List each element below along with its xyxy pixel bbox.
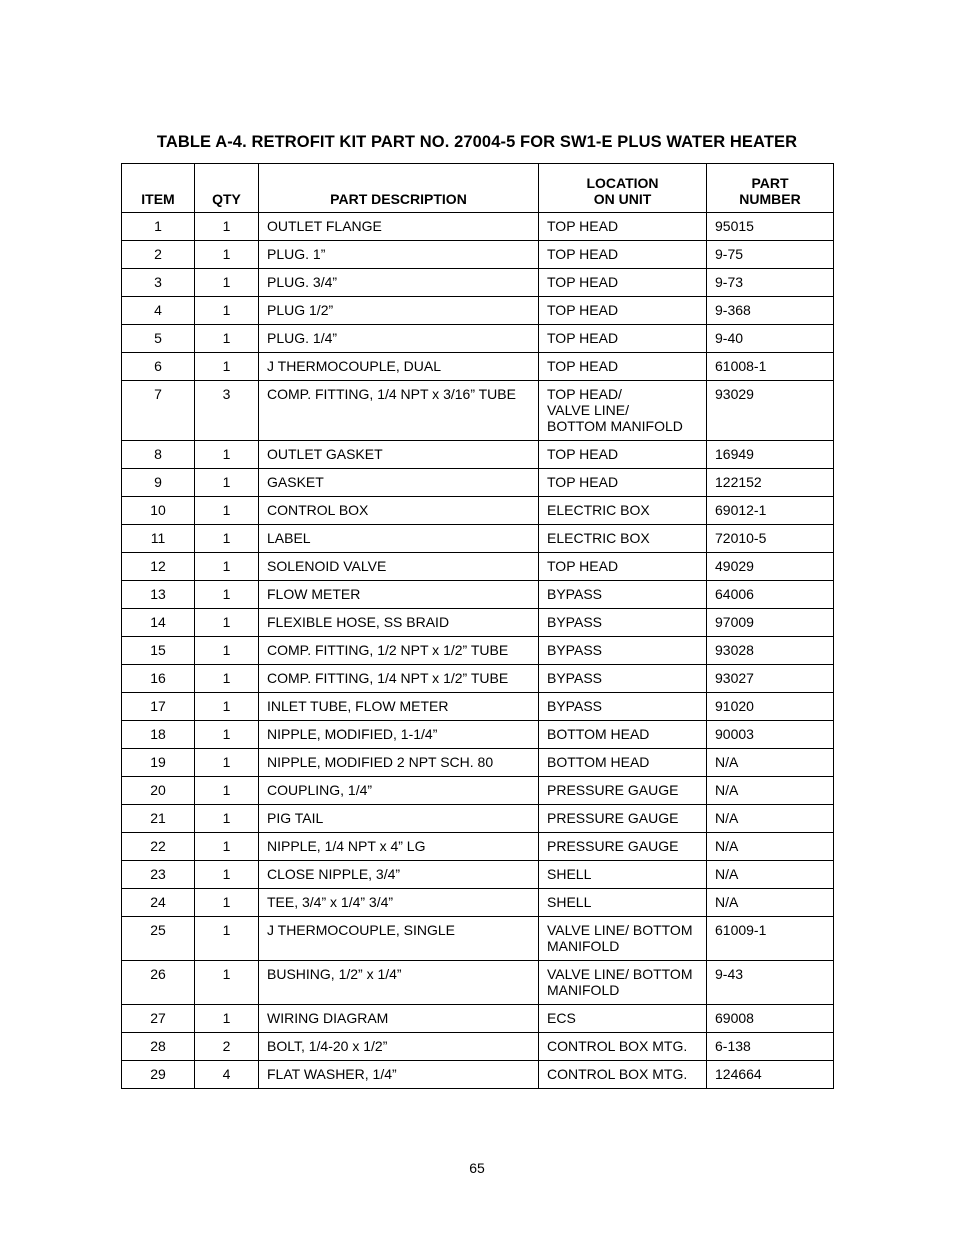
cell-location: PRESSURE GAUGE	[539, 777, 707, 805]
cell-item: 24	[122, 889, 195, 917]
cell-item: 13	[122, 581, 195, 609]
cell-description: LABEL	[259, 525, 539, 553]
cell-part-number: N/A	[707, 777, 834, 805]
cell-location: TOP HEAD/ VALVE LINE/ BOTTOM MANIFOLD	[539, 381, 707, 441]
cell-part-number: 49029	[707, 553, 834, 581]
cell-location: TOP HEAD	[539, 553, 707, 581]
cell-location: CONTROL BOX MTG.	[539, 1061, 707, 1089]
cell-location: PRESSURE GAUGE	[539, 805, 707, 833]
cell-item: 18	[122, 721, 195, 749]
table-row	[122, 581, 834, 609]
cell-part-number: N/A	[707, 861, 834, 889]
cell-location: BYPASS	[539, 637, 707, 665]
cell-location: BYPASS	[539, 693, 707, 721]
table-row	[122, 269, 834, 297]
cell-location: SHELL	[539, 889, 707, 917]
table-row	[122, 917, 834, 961]
cell-location: VALVE LINE/ BOTTOM MANIFOLD	[539, 917, 707, 961]
table-row	[122, 721, 834, 749]
cell-location: BYPASS	[539, 609, 707, 637]
cell-location: ELECTRIC BOX	[539, 525, 707, 553]
table-row	[122, 637, 834, 665]
table-row	[122, 749, 834, 777]
cell-location: TOP HEAD	[539, 269, 707, 297]
cell-qty: 2	[195, 1033, 259, 1061]
table-body	[122, 213, 834, 1089]
cell-item: 22	[122, 833, 195, 861]
cell-location: TOP HEAD	[539, 297, 707, 325]
cell-qty: 1	[195, 1005, 259, 1033]
cell-location: CONTROL BOX MTG.	[539, 1033, 707, 1061]
cell-part-number: 9-40	[707, 325, 834, 353]
cell-location: BOTTOM HEAD	[539, 749, 707, 777]
cell-location: ECS	[539, 1005, 707, 1033]
cell-description: PLUG. 3/4”	[259, 269, 539, 297]
table-title: TABLE A-4. RETROFIT KIT PART NO. 27004-5 FOR SW1-E PLUS WATER HEATER	[156, 133, 798, 151]
cell-qty: 1	[195, 917, 259, 961]
table-row	[122, 297, 834, 325]
cell-item: 28	[122, 1033, 195, 1061]
cell-qty: 1	[195, 325, 259, 353]
cell-description: NIPPLE, MODIFIED 2 NPT SCH. 80	[259, 749, 539, 777]
cell-part-number: 9-43	[707, 961, 834, 1005]
cell-description: WIRING DIAGRAM	[259, 1005, 539, 1033]
header-description: PART DESCRIPTION	[259, 164, 539, 213]
header-part-number: PART NUMBER	[707, 164, 834, 213]
cell-qty: 1	[195, 525, 259, 553]
cell-item: 3	[122, 269, 195, 297]
table-row	[122, 441, 834, 469]
parts-table	[121, 163, 834, 1089]
cell-description: INLET TUBE, FLOW METER	[259, 693, 539, 721]
cell-description: PIG TAIL	[259, 805, 539, 833]
page-number: 65	[469, 1160, 485, 1176]
cell-description: NIPPLE, MODIFIED, 1-1/4”	[259, 721, 539, 749]
cell-part-number: 9-73	[707, 269, 834, 297]
table-row	[122, 777, 834, 805]
table-row	[122, 889, 834, 917]
cell-part-number: 61008-1	[707, 353, 834, 381]
cell-item: 17	[122, 693, 195, 721]
cell-description: FLEXIBLE HOSE, SS BRAID	[259, 609, 539, 637]
cell-qty: 1	[195, 721, 259, 749]
cell-item: 9	[122, 469, 195, 497]
cell-part-number: 93027	[707, 665, 834, 693]
cell-item: 21	[122, 805, 195, 833]
cell-qty: 1	[195, 297, 259, 325]
cell-part-number: N/A	[707, 833, 834, 861]
cell-location: TOP HEAD	[539, 325, 707, 353]
cell-qty: 4	[195, 1061, 259, 1089]
table-row	[122, 353, 834, 381]
cell-location: BOTTOM HEAD	[539, 721, 707, 749]
cell-part-number: 16949	[707, 441, 834, 469]
cell-description: PLUG. 1”	[259, 241, 539, 269]
table-row	[122, 553, 834, 581]
cell-qty: 1	[195, 749, 259, 777]
table-row	[122, 325, 834, 353]
cell-part-number: 93028	[707, 637, 834, 665]
cell-item: 19	[122, 749, 195, 777]
cell-part-number: 97009	[707, 609, 834, 637]
cell-part-number: 95015	[707, 213, 834, 241]
cell-qty: 1	[195, 833, 259, 861]
cell-qty: 1	[195, 693, 259, 721]
cell-location: VALVE LINE/ BOTTOM MANIFOLD	[539, 961, 707, 1005]
cell-part-number: 9-368	[707, 297, 834, 325]
cell-part-number: 6-138	[707, 1033, 834, 1061]
cell-item: 6	[122, 353, 195, 381]
cell-part-number: N/A	[707, 805, 834, 833]
cell-description: OUTLET GASKET	[259, 441, 539, 469]
cell-part-number: 69008	[707, 1005, 834, 1033]
cell-item: 16	[122, 665, 195, 693]
header-item: ITEM	[122, 164, 195, 213]
cell-qty: 1	[195, 213, 259, 241]
cell-part-number: N/A	[707, 889, 834, 917]
cell-location: SHELL	[539, 861, 707, 889]
cell-qty: 1	[195, 581, 259, 609]
cell-item: 4	[122, 297, 195, 325]
table-row	[122, 693, 834, 721]
cell-description: PLUG 1/2”	[259, 297, 539, 325]
cell-location: PRESSURE GAUGE	[539, 833, 707, 861]
cell-item: 25	[122, 917, 195, 961]
cell-location: TOP HEAD	[539, 213, 707, 241]
cell-item: 2	[122, 241, 195, 269]
cell-description: OUTLET FLANGE	[259, 213, 539, 241]
cell-part-number: 93029	[707, 381, 834, 441]
cell-qty: 1	[195, 889, 259, 917]
cell-description: SOLENOID VALVE	[259, 553, 539, 581]
cell-location: TOP HEAD	[539, 441, 707, 469]
table-header-row	[122, 164, 834, 213]
cell-description: BOLT, 1/4-20 x 1/2”	[259, 1033, 539, 1061]
table-row	[122, 1033, 834, 1061]
table-row	[122, 609, 834, 637]
table-row	[122, 961, 834, 1005]
cell-part-number: 90003	[707, 721, 834, 749]
cell-location: TOP HEAD	[539, 469, 707, 497]
cell-description: GASKET	[259, 469, 539, 497]
cell-item: 14	[122, 609, 195, 637]
cell-item: 5	[122, 325, 195, 353]
cell-qty: 1	[195, 441, 259, 469]
cell-qty: 1	[195, 805, 259, 833]
cell-description: COMP. FITTING, 1/4 NPT x 3/16” TUBE	[259, 381, 539, 441]
table-row	[122, 497, 834, 525]
cell-qty: 1	[195, 269, 259, 297]
cell-part-number: 72010-5	[707, 525, 834, 553]
cell-qty: 1	[195, 469, 259, 497]
cell-item: 1	[122, 213, 195, 241]
table-row	[122, 833, 834, 861]
cell-description: COUPLING, 1/4”	[259, 777, 539, 805]
cell-part-number: 61009-1	[707, 917, 834, 961]
cell-qty: 1	[195, 777, 259, 805]
cell-item: 26	[122, 961, 195, 1005]
cell-description: BUSHING, 1/2” x 1/4”	[259, 961, 539, 1005]
table-row	[122, 241, 834, 269]
header-location: LOCATION ON UNIT	[539, 164, 707, 213]
cell-part-number: 69012-1	[707, 497, 834, 525]
cell-description: J THERMOCOUPLE, DUAL	[259, 353, 539, 381]
table-row	[122, 861, 834, 889]
cell-item: 27	[122, 1005, 195, 1033]
cell-location: ELECTRIC BOX	[539, 497, 707, 525]
cell-description: PLUG. 1/4”	[259, 325, 539, 353]
cell-part-number: N/A	[707, 749, 834, 777]
cell-item: 8	[122, 441, 195, 469]
cell-description: FLOW METER	[259, 581, 539, 609]
table-row	[122, 665, 834, 693]
cell-part-number: 122152	[707, 469, 834, 497]
cell-description: CONTROL BOX	[259, 497, 539, 525]
table-row	[122, 805, 834, 833]
cell-qty: 1	[195, 665, 259, 693]
cell-qty: 1	[195, 553, 259, 581]
cell-item: 29	[122, 1061, 195, 1089]
cell-item: 20	[122, 777, 195, 805]
cell-location: TOP HEAD	[539, 241, 707, 269]
cell-part-number: 64006	[707, 581, 834, 609]
table-row	[122, 381, 834, 441]
cell-location: TOP HEAD	[539, 353, 707, 381]
cell-qty: 1	[195, 609, 259, 637]
cell-location: BYPASS	[539, 581, 707, 609]
table-row	[122, 1005, 834, 1033]
cell-item: 10	[122, 497, 195, 525]
cell-part-number: 9-75	[707, 241, 834, 269]
cell-qty: 1	[195, 861, 259, 889]
cell-description: CLOSE NIPPLE, 3/4”	[259, 861, 539, 889]
cell-description: COMP. FITTING, 1/2 NPT x 1/2” TUBE	[259, 637, 539, 665]
cell-part-number: 91020	[707, 693, 834, 721]
cell-qty: 3	[195, 381, 259, 441]
cell-part-number: 124664	[707, 1061, 834, 1089]
cell-location: BYPASS	[539, 665, 707, 693]
table-row	[122, 469, 834, 497]
cell-item: 15	[122, 637, 195, 665]
cell-description: TEE, 3/4” x 1/4” 3/4”	[259, 889, 539, 917]
cell-description: FLAT WASHER, 1/4”	[259, 1061, 539, 1089]
header-qty: QTY	[195, 164, 259, 213]
cell-qty: 1	[195, 241, 259, 269]
table-row	[122, 525, 834, 553]
cell-item: 23	[122, 861, 195, 889]
cell-description: J THERMOCOUPLE, SINGLE	[259, 917, 539, 961]
cell-qty: 1	[195, 353, 259, 381]
table-row	[122, 1061, 834, 1089]
cell-description: NIPPLE, 1/4 NPT x 4” LG	[259, 833, 539, 861]
cell-item: 12	[122, 553, 195, 581]
cell-description: COMP. FITTING, 1/4 NPT x 1/2” TUBE	[259, 665, 539, 693]
cell-qty: 1	[195, 637, 259, 665]
cell-item: 7	[122, 381, 195, 441]
cell-item: 11	[122, 525, 195, 553]
cell-qty: 1	[195, 497, 259, 525]
table-row	[122, 213, 834, 241]
cell-qty: 1	[195, 961, 259, 1005]
